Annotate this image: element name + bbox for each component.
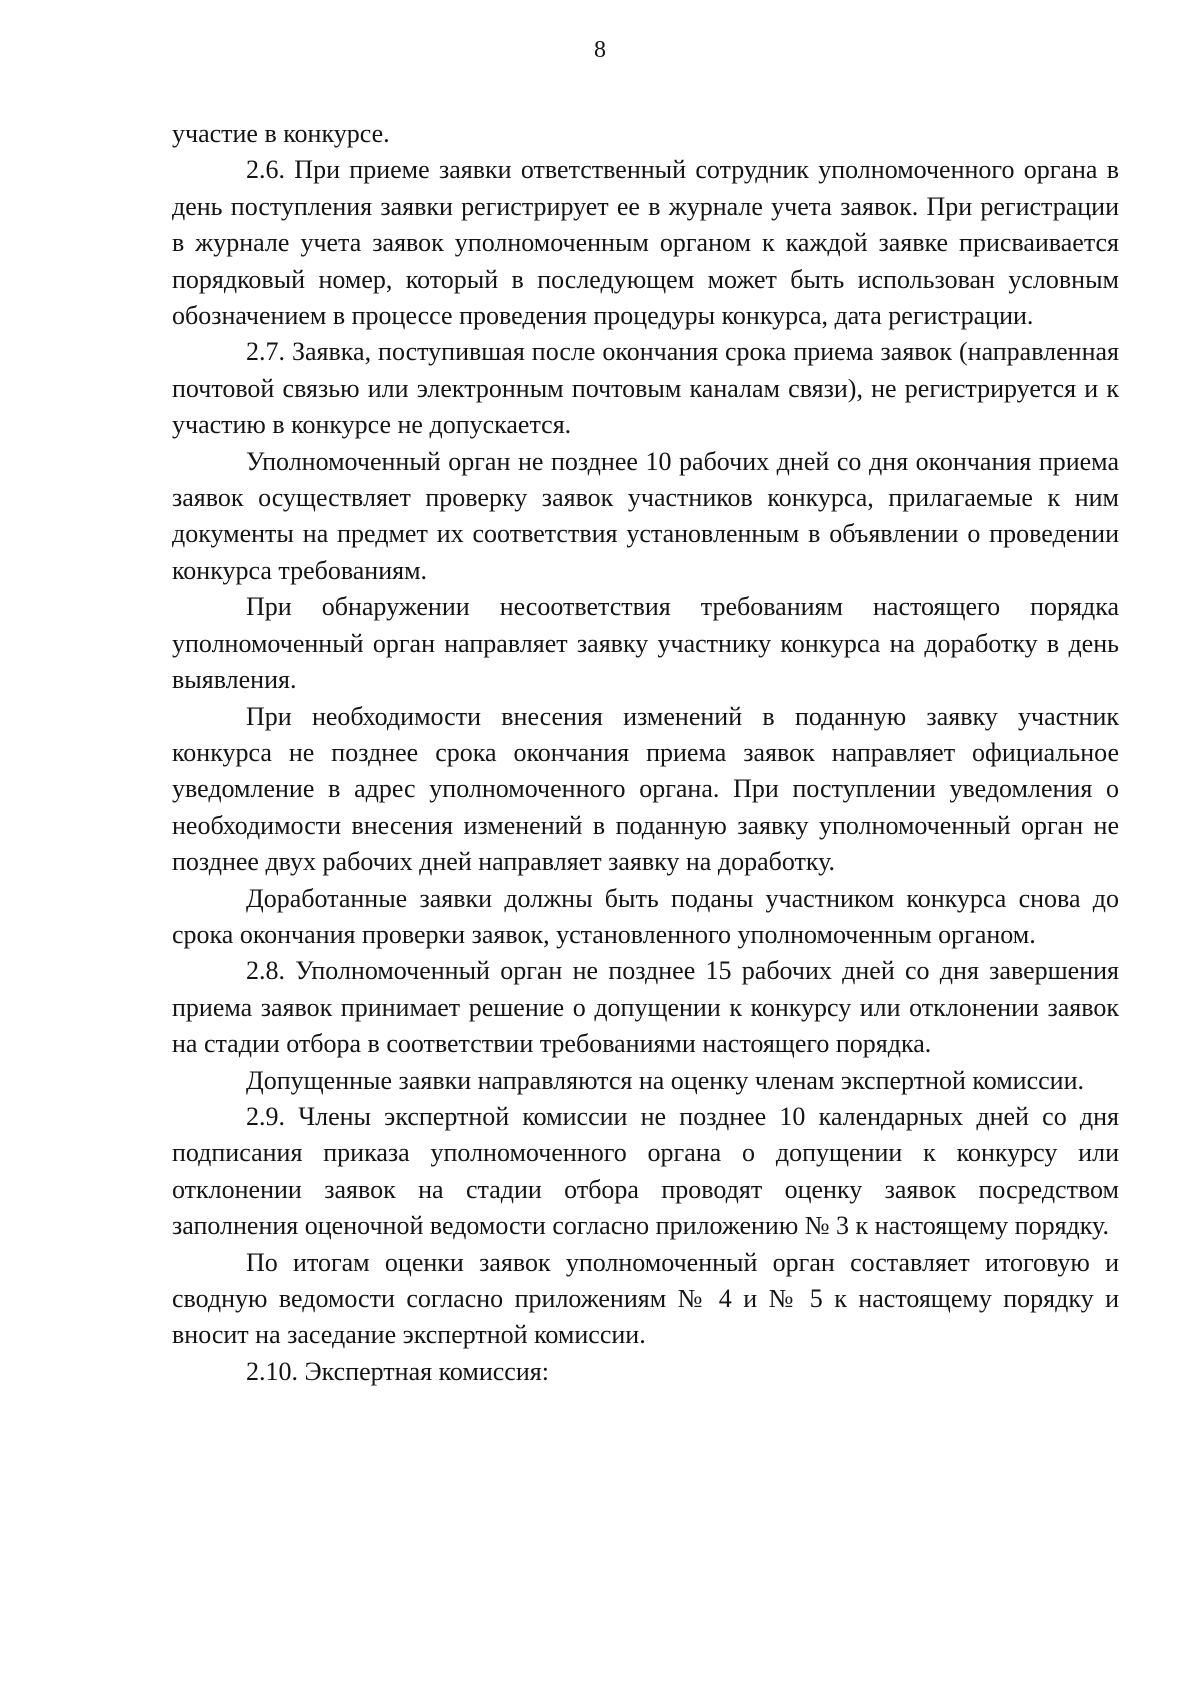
paragraph-changes: При необходимости внесения изменений в поданную заявку участник конкурса не позднее срока окончания приема заявок направляет официальное уведомление в адрес уполномоченного органа. При поступлении уведомления о необходимости внесения изменений в поданную заявку уполномоченный орган не позднее двух рабочих дней направляет заявку на доработку. [172,701,1119,877]
document-body [172,116,1119,1390]
paragraph-revised: Доработанные заявки должны быть поданы участником конкурса снова до срока окончания проверки заявок, установленного уполномоченным органом. [172,883,1119,949]
paragraph-2-8: 2.8. Уполномоченный орган не позднее 15 рабочих дней со дня завершения приема заявок принимает решение о допущении к конкурсу или отклонении заявок на стадии отбора в соответствии требованиями настоящего порядка. [172,956,1119,1059]
paragraph-2-10: 2.10. Экспертная комиссия: [246,1356,549,1386]
paragraph-mismatch: При обнаружении несоответствия требованиям настоящего порядка уполномоченный орган направляет заявку участнику конкурса на доработку в день выявления. [172,592,1119,695]
paragraph-results: По итогам оценки заявок уполномоченный орган составляет итоговую и сводную ведомости согласно приложениям № 4 и № 5 к настоящему порядку и вносит на заседание экспертной комиссии. [172,1247,1119,1350]
paragraph-continuation: участие в конкурсе. [172,119,390,148]
paragraph-application-check: Уполномоченный орган не позднее 10 рабочих дней со дня окончания приема заявок осуществляет проверку заявок участников конкурса, прилагаемые к ним документы на предмет их соответствия установленным в объявлении о проведении конкурса требованиям. [172,446,1119,585]
paragraph-2-7: 2.7. Заявка, поступившая после окончания срока приема заявок (направленная почтовой связью или электронным почтовым каналам связи), не регистрируется и к участию в конкурсе не допускается. [172,337,1119,440]
paragraph-admitted: Допущенные заявки направляются на оценку членам экспертной комиссии. [246,1065,1084,1095]
paragraph-2-6: 2.6. При приеме заявки ответственный сотрудник уполномоченного органа в день поступления заявки регистрирует ее в журнале учета заявок. При регистрации в журнале учета заявок уполномоченным органом к каждой заявке присваивается порядковый номер, который в последующем может быть использован условным обозначением в процессе проведения процедуры конкурса, дата регистрации. [172,155,1119,331]
page-number: 8 [594,37,606,63]
paragraph-2-9: 2.9. Члены экспертной комиссии не позднее 10 календарных дней со дня подписания приказа уполномоченного органа о допущении к конкурсу или отклонении заявок на стадии отбора проводят оценку заявок посредством заполнения оценочной ведомости согласно приложению № 3 к настоящему порядку. [172,1101,1119,1241]
